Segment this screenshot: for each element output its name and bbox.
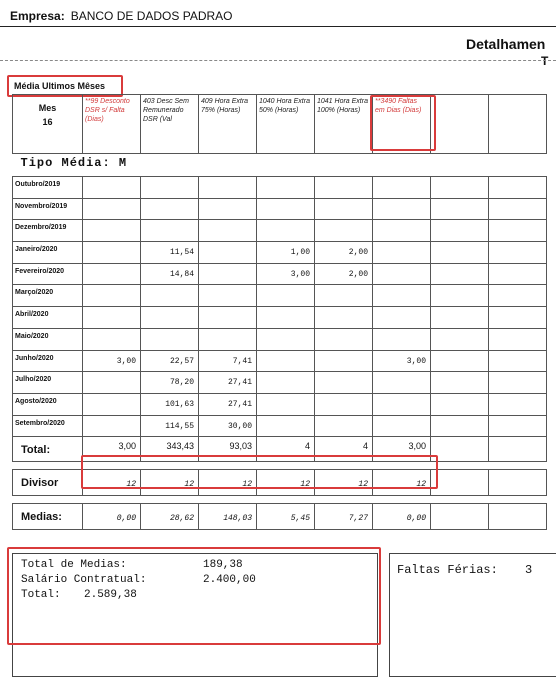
month-label: Abril/2020	[13, 307, 83, 329]
table-cell: 22,57	[141, 350, 199, 372]
table-cell: 114,55	[141, 415, 199, 437]
table-cell: 27,41	[199, 393, 257, 415]
table-cell	[141, 198, 199, 220]
table-cell	[373, 263, 431, 285]
table-cell	[373, 415, 431, 437]
table-cell	[257, 350, 315, 372]
table-cell	[257, 198, 315, 220]
table-cell	[431, 285, 489, 307]
table-cell	[199, 177, 257, 199]
table-row	[13, 198, 547, 220]
table-row	[13, 242, 547, 264]
table-cell	[431, 350, 489, 372]
table-cell	[257, 415, 315, 437]
table-cell	[83, 372, 141, 394]
total-label: Total:	[13, 437, 83, 462]
table-cell	[83, 263, 141, 285]
table-cell	[373, 220, 431, 242]
total-cell	[431, 437, 489, 462]
table-cell	[141, 307, 199, 329]
spacer-cell	[257, 496, 315, 504]
table-cell	[83, 393, 141, 415]
table-cell	[199, 220, 257, 242]
table-cell	[83, 198, 141, 220]
table-cell	[489, 263, 547, 285]
table-cell	[315, 328, 373, 350]
table-row	[13, 307, 547, 329]
table-row	[13, 350, 547, 372]
table-cell	[489, 220, 547, 242]
table-row	[13, 177, 547, 199]
page-subtitle: T	[541, 54, 549, 68]
table-cell	[489, 393, 547, 415]
divisor-cell: 12	[83, 470, 141, 496]
table-cell	[141, 328, 199, 350]
table-cell	[315, 177, 373, 199]
month-label: Novembro/2019	[13, 198, 83, 220]
column-header: 1041 Hora Extra 100% (Horas)	[315, 95, 373, 154]
table-cell	[373, 242, 431, 264]
table-cell: 78,20	[141, 372, 199, 394]
table-cell	[373, 328, 431, 350]
table-row	[13, 328, 547, 350]
table-cell	[489, 307, 547, 329]
divisor-cell: 12	[373, 470, 431, 496]
table-cell: 1,00	[257, 242, 315, 264]
company-name: BANCO DE DADOS PADRAO	[70, 9, 233, 23]
highlight-divisor-row	[81, 455, 438, 489]
table-cell	[83, 177, 141, 199]
header-rule	[0, 26, 556, 27]
spacer-cell	[13, 496, 83, 504]
medias-label: Medias:	[13, 504, 83, 530]
column-header: 1040 Hora Extra 50% (Horas)	[257, 95, 315, 154]
mes-label: Mes	[38, 103, 57, 113]
table-cell	[489, 242, 547, 264]
table-row	[13, 393, 547, 415]
column-header: **99 Desconto DSR s/ Falta (Dias)	[83, 95, 141, 154]
month-label: Outubro/2019	[13, 177, 83, 199]
table-cell	[431, 372, 489, 394]
medias-cell: 7,27	[315, 504, 373, 530]
column-header: 403 Desc Sem Remunerado DSR (Val	[141, 95, 199, 154]
table-cell	[315, 198, 373, 220]
spacer-cell	[431, 496, 489, 504]
table-cell	[257, 393, 315, 415]
table-cell	[83, 242, 141, 264]
table-cell	[83, 307, 141, 329]
medias-cell: 28,62	[141, 504, 199, 530]
medias-cell: 0,00	[83, 504, 141, 530]
spacer-cell	[83, 496, 141, 504]
table-cell	[431, 307, 489, 329]
table-cell	[489, 415, 547, 437]
divisor-cell	[431, 470, 489, 496]
month-label: Julho/2020	[13, 372, 83, 394]
table-cell	[489, 350, 547, 372]
month-label: Setembro/2020	[13, 415, 83, 437]
table-cell	[431, 263, 489, 285]
spacer-cell	[199, 496, 257, 504]
table-cell	[315, 350, 373, 372]
total-medias-value: 189,38	[203, 559, 243, 571]
table-cell	[199, 285, 257, 307]
total-cell: 343,43	[141, 437, 199, 462]
tipo-media-row	[13, 154, 547, 177]
summary-total-value: 2.589,38	[84, 589, 137, 601]
salario-value: 2.400,00	[203, 574, 256, 586]
table-row	[13, 415, 547, 437]
table-cell	[431, 220, 489, 242]
month-label: Agosto/2020	[13, 393, 83, 415]
month-label: Fevereiro/2020	[13, 263, 83, 285]
table-cell	[141, 285, 199, 307]
table-row	[13, 372, 547, 394]
table-cell	[257, 372, 315, 394]
month-label: Janeiro/2020	[13, 242, 83, 264]
spacer-cell	[489, 496, 547, 504]
table-cell: 7,41	[199, 350, 257, 372]
column-header: 409 Hora Extra 75% (Horas)	[199, 95, 257, 154]
table-cell	[83, 328, 141, 350]
table-cell	[431, 415, 489, 437]
table-cell: 3,00	[373, 350, 431, 372]
table-header-row	[13, 95, 547, 154]
table-cell	[373, 177, 431, 199]
spacer-cell	[315, 496, 373, 504]
table-cell	[373, 393, 431, 415]
table-cell	[257, 285, 315, 307]
table-cell	[315, 415, 373, 437]
table-cell	[373, 285, 431, 307]
table-cell	[257, 328, 315, 350]
table-cell	[199, 263, 257, 285]
table-cell	[257, 177, 315, 199]
table-cell	[431, 177, 489, 199]
table-cell	[199, 328, 257, 350]
table-cell	[199, 198, 257, 220]
total-cell: 4	[257, 437, 315, 462]
table-cell: 30,00	[199, 415, 257, 437]
divisor-cell	[489, 470, 547, 496]
table-cell: 3,00	[257, 263, 315, 285]
spacer-cell	[373, 496, 431, 504]
month-label: Junho/2020	[13, 350, 83, 372]
table-cell	[373, 307, 431, 329]
table-cell	[489, 177, 547, 199]
table-cell	[315, 307, 373, 329]
salario-label: Salário Contratual:	[21, 574, 147, 586]
table-cell: 2,00	[315, 263, 373, 285]
column-header	[431, 95, 489, 154]
divisor-cell: 12	[257, 470, 315, 496]
faltas-label: Faltas Férias:	[397, 563, 498, 577]
table-cell	[489, 198, 547, 220]
table-cell	[373, 198, 431, 220]
company-line	[10, 9, 233, 23]
table-cell	[431, 198, 489, 220]
total-medias-label: Total de Medias:	[21, 559, 127, 571]
company-label: Empresa:	[10, 9, 65, 23]
table-cell: 2,00	[315, 242, 373, 264]
dotted-rule	[0, 60, 556, 61]
total-cell: 3,00	[83, 437, 141, 462]
summary-total-label: Total:	[21, 589, 61, 601]
highlight-summary	[7, 547, 381, 645]
medias-cell: 148,03	[199, 504, 257, 530]
section-title: Média Ultimos Mêses	[14, 81, 106, 91]
table-cell: 3,00	[83, 350, 141, 372]
table-cell	[141, 220, 199, 242]
faltas-box	[389, 553, 556, 677]
table-cell	[83, 220, 141, 242]
table-cell	[431, 328, 489, 350]
spacer-cell	[13, 462, 83, 470]
spacer-cell	[141, 496, 199, 504]
table-row	[13, 220, 547, 242]
divisor-cell: 12	[199, 470, 257, 496]
divisor-label: Divisor	[13, 470, 83, 496]
table-row	[13, 263, 547, 285]
medias-row	[13, 504, 547, 530]
table-cell	[431, 242, 489, 264]
table-cell	[489, 328, 547, 350]
column-header: **3490 Faltas em Dias (Dias)	[373, 95, 431, 154]
table-cell	[141, 177, 199, 199]
mes-header	[13, 95, 83, 154]
page-title: Detalhamen	[466, 36, 546, 52]
month-label: Maio/2020	[13, 328, 83, 350]
highlight-faltas-column	[370, 95, 436, 151]
month-label: Março/2020	[13, 285, 83, 307]
column-header	[489, 95, 547, 154]
table-cell	[257, 220, 315, 242]
table-cell	[315, 393, 373, 415]
table-cell	[373, 372, 431, 394]
table-cell	[489, 372, 547, 394]
medias-cell	[489, 504, 547, 530]
total-cell: 3,00	[373, 437, 431, 462]
tipo-media-label: Tipo Média: M	[20, 156, 128, 170]
table-cell	[431, 393, 489, 415]
table-cell	[315, 372, 373, 394]
table-row	[13, 285, 547, 307]
medias-cell	[431, 504, 489, 530]
faltas-value: 3	[525, 563, 533, 577]
table-cell: 11,54	[141, 242, 199, 264]
table-cell	[257, 307, 315, 329]
table-cell	[199, 242, 257, 264]
spacer-cell	[431, 462, 489, 470]
table-cell	[83, 415, 141, 437]
medias-cell: 5,45	[257, 504, 315, 530]
table-cell	[199, 307, 257, 329]
table-cell: 27,41	[199, 372, 257, 394]
divisor-cell: 12	[141, 470, 199, 496]
total-cell	[489, 437, 547, 462]
table-cell	[489, 285, 547, 307]
total-cell: 4	[315, 437, 373, 462]
total-cell: 93,03	[199, 437, 257, 462]
table-cell: 101,63	[141, 393, 199, 415]
table-cell	[315, 220, 373, 242]
mes-count: 16	[42, 117, 53, 127]
month-label: Dezembro/2019	[13, 220, 83, 242]
spacer-row	[13, 496, 547, 504]
table-cell: 14,84	[141, 263, 199, 285]
table-cell	[315, 285, 373, 307]
spacer-cell	[489, 462, 547, 470]
table-cell	[83, 285, 141, 307]
divisor-cell: 12	[315, 470, 373, 496]
medias-cell: 0,00	[373, 504, 431, 530]
